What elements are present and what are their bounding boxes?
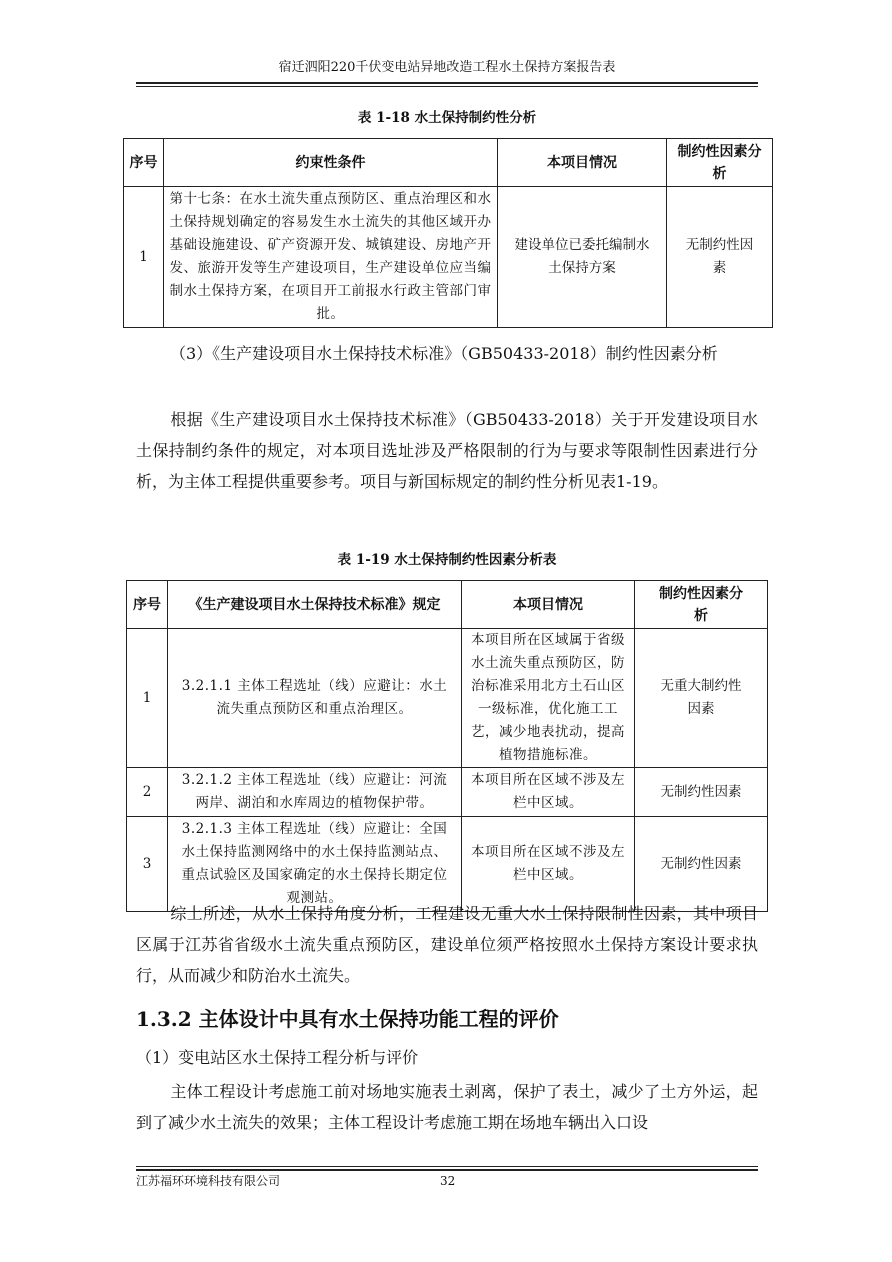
table-header-row bbox=[127, 581, 768, 629]
page-number: 32 bbox=[440, 1174, 456, 1188]
table-1-19-caption: 表 1-19 水土保持制约性因素分析表 bbox=[337, 552, 557, 568]
paragraph-text: 主体工程设计考虑施工前对场地实施表土剥离，保护了表土，减少了土方外运，起到了减少水土流失的效果；主体工程设计考虑施工期在场地车辆出入口设 bbox=[136, 1082, 758, 1132]
footer-rule bbox=[136, 1169, 758, 1171]
cell-situation: 本项目所在区域不涉及左栏中区域。 bbox=[462, 768, 635, 817]
header-cell-condition: 约束性条件 bbox=[164, 139, 498, 187]
header-rule-thin bbox=[136, 86, 758, 87]
paragraph-text: 根据《生产建设项目水土保持技术标准》（GB50433-2018）关于开发建设项目水土保持制约条件的规定，对本项目选址涉及严格限制的行为与要求等限制性因素进行分析，为主体工程提供重要参考。项目与新国标规定的制约性分析见表1-19。 bbox=[136, 410, 758, 491]
cell-rule: 3.2.1.1 主体工程选址（线）应避让：水土流失重点预防区和重点治理区。 bbox=[168, 629, 462, 768]
header-cell-situation: 本项目情况 bbox=[462, 581, 635, 629]
cell-condition: 第十七条：在水土流失重点预防区、重点治理区和水土保持规划确定的容易发生水土流失的其他区域开办基础设施建设、矿产资源开发、城镇建设、房地产开发、旅游开发等生产建设项目，生产建设单位应当编制水土保持方案，在项目开工前报水行政主管部门审批。 bbox=[164, 187, 498, 328]
subsection-title bbox=[136, 1042, 758, 1073]
paragraph-text: （3）《生产建设项目水土保持技术标准》（GB50433-2018）制约性因素分析 bbox=[170, 344, 718, 363]
table-row bbox=[127, 768, 768, 817]
paragraph-text: 综上所述，从水土保持角度分析，工程建设无重大水土保持限制性因素，其中项目区属于江苏省省级水土流失重点预防区，建设单位须严格按照水土保持方案设计要求执行，从而减少和防治水土流失。 bbox=[136, 904, 758, 985]
page-header-title: 宿迁泗阳220千伏变电站异地改造工程水土保持方案报告表 bbox=[278, 60, 616, 75]
footer-rule-thin bbox=[136, 1166, 758, 1167]
paragraph-gb-standard bbox=[136, 338, 758, 369]
cell-no: 3 bbox=[127, 817, 168, 912]
cell-rule: 3.2.1.2 主体工程选址（线）应避让：河流两岸、湖泊和水库周边的植物保护带。 bbox=[168, 768, 462, 817]
header-cell-no: 序号 bbox=[127, 581, 168, 629]
cell-situation: 本项目所在区域属于省级水土流失重点预防区，防治标准采用北方土石山区一级标准，优化施工工艺，减少地表扰动，提高植物措施标准。 bbox=[462, 629, 635, 768]
cell-analysis: 无制约性因素 bbox=[635, 768, 768, 817]
table-row bbox=[124, 187, 773, 328]
table-1-19 bbox=[126, 580, 768, 912]
header-cell-analysis: 制约性因素分析 bbox=[635, 581, 768, 629]
table-1-18-caption: 表 1-18 水土保持制约性分析 bbox=[357, 110, 537, 126]
cell-analysis: 无制约性因素 bbox=[667, 187, 773, 328]
paragraph-conclusion bbox=[136, 898, 758, 991]
cell-no: 1 bbox=[124, 187, 164, 328]
footer-company: 江苏福环环境科技有限公司 bbox=[136, 1174, 281, 1188]
header-cell-no: 序号 bbox=[124, 139, 164, 187]
cell-situation: 本项目所在区域不涉及左栏中区域。 bbox=[462, 817, 635, 912]
table-header-row bbox=[124, 139, 773, 187]
cell-analysis: 无制约性因素 bbox=[635, 817, 768, 912]
header-cell-rule: 《生产建设项目水土保持技术标准》规定 bbox=[168, 581, 462, 629]
cell-rule: 3.2.1.3 主体工程选址（线）应避让：全国水土保持监测网络中的水土保持监测站点、重点试验区及国家确定的水土保持长期定位观测站。 bbox=[168, 817, 462, 912]
cell-no: 1 bbox=[127, 629, 168, 768]
paragraph-analysis-intro bbox=[136, 404, 758, 497]
header-cell-situation: 本项目情况 bbox=[498, 139, 667, 187]
table-1-18 bbox=[123, 138, 773, 328]
paragraph-substation bbox=[136, 1076, 758, 1138]
table-row bbox=[127, 629, 768, 768]
header-cell-analysis: 制约性因素分析 bbox=[667, 139, 773, 187]
header-rule bbox=[136, 82, 758, 84]
subsection-text: （1）变电站区水土保持工程分析与评价 bbox=[136, 1048, 419, 1067]
cell-no: 2 bbox=[127, 768, 168, 817]
cell-analysis: 无重大制约性因素 bbox=[635, 629, 768, 768]
section-heading-1-3-2: 1.3.2 主体设计中具有水土保持功能工程的评价 bbox=[136, 1007, 559, 1031]
cell-situation: 建设单位已委托编制水土保持方案 bbox=[498, 187, 667, 328]
